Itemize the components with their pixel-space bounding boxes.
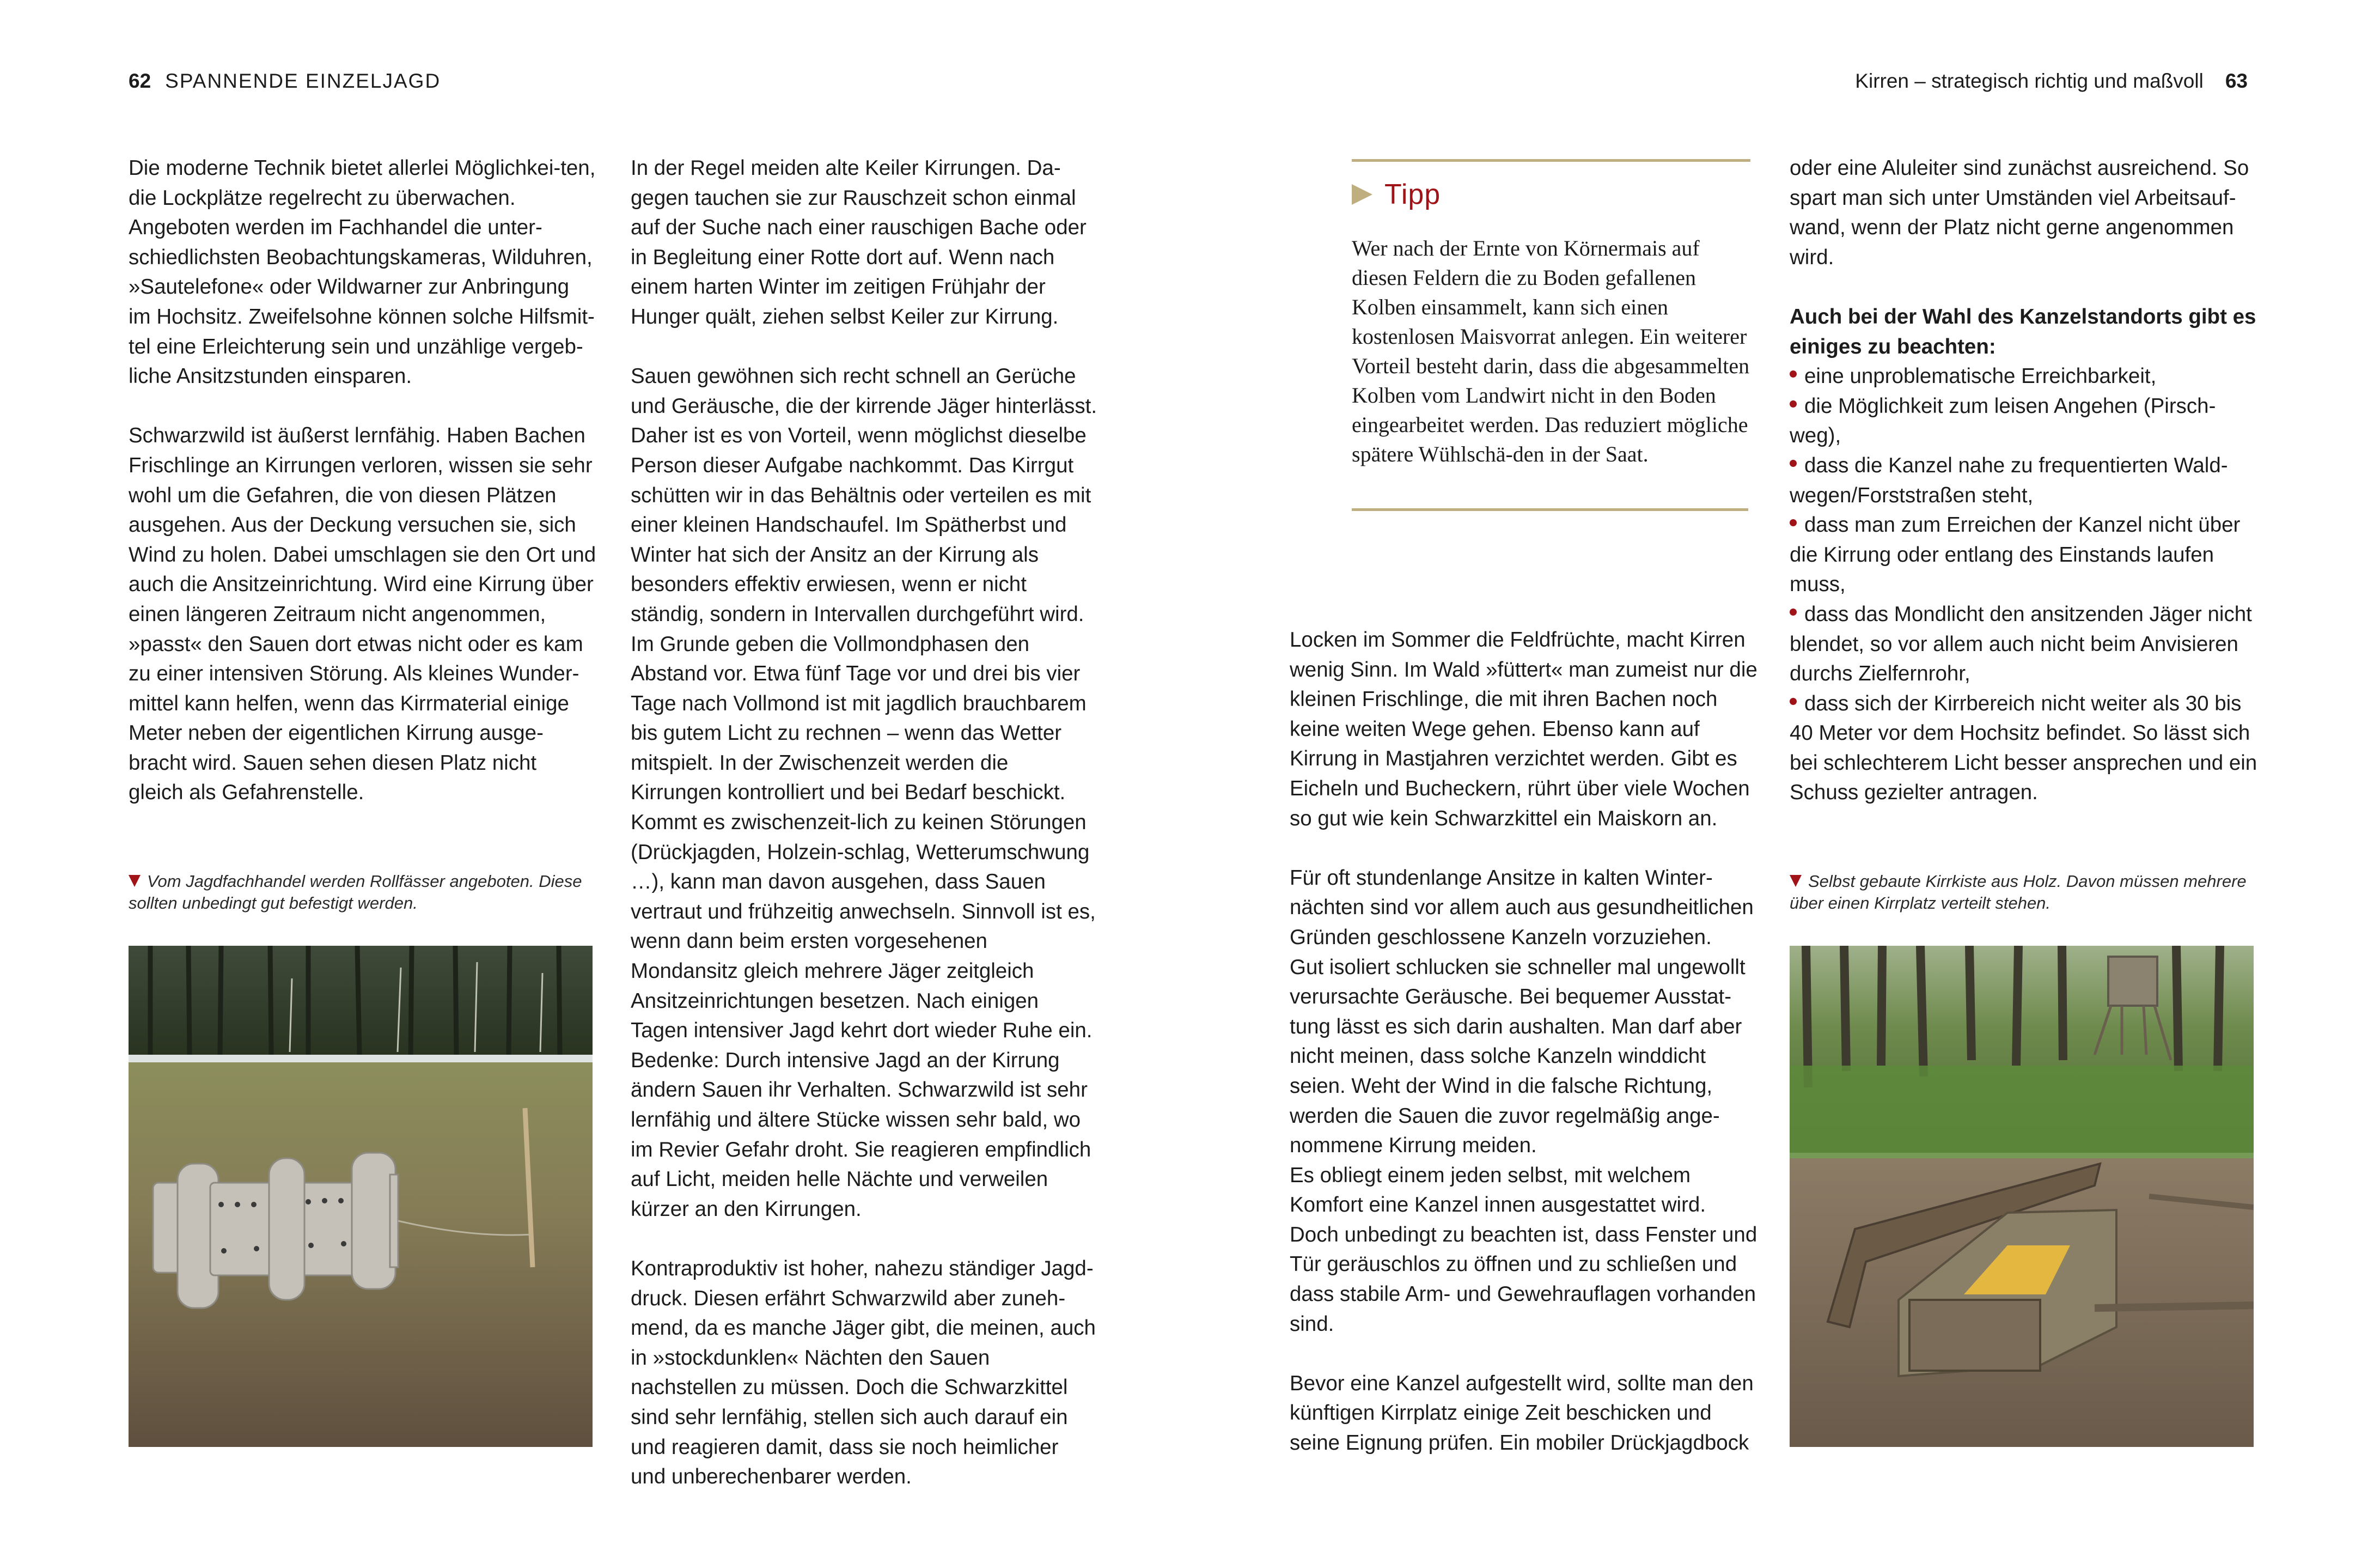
paragraph: Gut isoliert schlucken sie schneller mal ungewollt verursachte Geräusche. Bei bequemer Ausstat-tung lässt es sich darin aushalten. Man darf aber nicht meinen, dass solche Kanzeln winddicht seien. Weht der Wind in die falsche Richtung, werden die Sauen die zuvor regelmäßig ange-nommene Kirrung meiden.	[1290, 955, 1746, 1158]
list-heading: Auch bei der Wahl des Kanzelstandorts gibt es einiges zu beachten:	[1790, 305, 2256, 358]
bullet-icon	[1790, 400, 1797, 408]
tipp-text: Wer nach der Ernte von Körnermais auf diesen Feldern die zu Boden gefallenen Kolben einsammelt, kann sich einen kostenlosen Maisvorrat anlegen. Ein weiterer Vorteil besteht darin, dass die abgesammelten Kolben vom Landwirt nicht in den Boden eingearbeitet werden. Das reduziert mögliche spätere Wühlschä-den in der Saat.	[1352, 236, 1750, 466]
figure-caption-left	[129, 871, 608, 914]
tipp-top-rule	[1352, 159, 1750, 162]
caption-text: Selbst gebaute Kirrkiste aus Holz. Davon müssen mehrere über einen Kirrplatz verteilt stehen.	[1790, 872, 2247, 913]
chapter-title: SPANNENDE EINZELJAGD	[165, 70, 441, 92]
bullet-list	[1790, 362, 2258, 808]
play-triangle-icon	[1352, 184, 1372, 205]
paragraph: Kontraproduktiv ist hoher, nahezu ständiger Jagd-druck. Diesen erfährt Schwarzwild aber zuneh-mend, da es manche Jäger gibt, die meinen, auch in »stockdunklen« Nächten den Sauen nachstellen zu müssen. Doch die Schwarzkittel sind sehr lernfähig, stellen sich auch darauf ein und reagieren damit, dass sie noch heimlicher und unberechenbarer werden.	[631, 1256, 1096, 1489]
list-item: dass die Kanzel nahe zu frequentierten Wald-wegen/Forststraßen steht,	[1790, 453, 2228, 507]
running-head-left	[129, 70, 441, 93]
bullet-icon	[1790, 460, 1797, 467]
tipp-box	[1352, 159, 1750, 511]
caption-text: Vom Jagdfachhandel werden Rollfässer angeboten. Diese sollten unbedingt gut befestigt werden.	[129, 872, 582, 913]
bullet-icon	[1790, 609, 1797, 616]
section-title: Kirren – strategisch richtig und maßvoll	[1855, 70, 2204, 92]
running-head-right	[1855, 70, 2248, 93]
tipp-heading-text: Tipp	[1384, 179, 1441, 210]
paragraph: Es obliegt einem jeden selbst, mit welchem Komfort eine Kanzel innen ausgestattet wird. Doch unbedingt zu beachten ist, dass Fenster und Tür geräuschlos zu öffnen und zu schließen und dass stabile Arm- und Gewehrauflagen vorhanden sind.	[1290, 1163, 1757, 1336]
caption-marker-icon	[129, 875, 141, 887]
text-column-1	[129, 154, 597, 838]
list-item: dass sich der Kirrbereich nicht weiter als 30 bis 40 Meter vor dem Hochsitz befindet. So lässt sich bei schlechterem Licht besser ansprechen und ein Schuss gezielter antragen.	[1790, 691, 2257, 805]
list-item: dass man zum Erreichen der Kanzel nicht über die Kirrung oder entlang des Einstands laufen muss,	[1790, 513, 2241, 597]
caption-marker-icon	[1790, 875, 1802, 887]
paragraph: Schwarzwild ist äußerst lernfähig. Haben Bachen Frischlinge an Kirrungen verloren, wissen sie sehr wohl um die Gefahren, die von diesen Plätzen ausgehen. Aus der Deckung versuchen sie, sich Wind zu holen. Dabei umschlagen sie den Ort und auch die Ansitzeinrichtung. Wird eine Kirrung über einen längeren Zeitraum nicht angenommen, »passt« den Sauen dort etwas nicht oder es kam zu einer intensiven Störung. Als kleines Wunder-mittel kann helfen, wenn das Kirrmaterial einige Meter neben der eigentlichen Kirrung ausge-bracht wird. Sauen sehen diesen Platz nicht gleich als Gefahrenstelle.	[129, 424, 596, 805]
text-column-2	[631, 154, 1099, 1522]
paragraph: Bevor eine Kanzel aufgestellt wird, sollte man den künftigen Kirrplatz einige Zeit beschicken und seine Eignung prüfen. Ein mobiler Drückjagdbock	[1290, 1371, 1754, 1455]
paragraph: Die moderne Technik bietet allerlei Möglichkei-ten, die Lockplätze regelrecht zu überwachen. Angeboten werden im Fachhandel die unter-schiedlichsten Beobachtungskameras, Wilduhren, »Sautelefone« oder Wildwarner zur Anbringung im Hochsitz. Zweifelsohne können solche Hilfsmit-tel eine Erleichterung sein und unzählige vergeb-liche Ansitzstunden einsparen.	[129, 156, 596, 388]
bullet-icon	[1790, 519, 1797, 526]
paragraph: Sauen gewöhnen sich recht schnell an Gerüche und Geräusche, die der kirrende Jäger hinterlässt. Daher ist es von Vorteil, wenn möglichst dieselbe Person dieser Aufgabe nachkommt. Das Kirrgut schütten wir in das Behältnis oder verteilen es mit einer kleinen Handschaufel. Im Spätherbst und Winter hat sich der Ansitz an der Kirrung als besonders effektiv erwiesen, wenn er nicht ständig, sondern in Intervallen durchgeführt wird. Im Grunde geben die Vollmondphasen den Abstand vor. Etwa fünf Tage vor und drei bis vier Tage nach Vollmond ist mit jagdlich brauchbarem bis gutem Licht zu rechnen – wenn das Wetter mitspielt. In der Zwischenzeit werden die Kirrungen kontrolliert und bei Bedarf beschickt. Kommt es zwischenzeit-lich zu keinen Störungen (Drückjagden, Holzein-schlag, Wetterumschwung …), kann man davon ausgehen, dass Sauen vertraut und frühzeitig anwechseln. Sinnvoll ist es, wenn dann beim ersten vorgesehenen Mondansitz gleich mehrere Jäger zeitgleich Ansitzeinrichtungen besetzen. Nach einigen Tagen intensiver Jagd kehrt dort wieder Ruhe ein. Bedenke: Durch intensive Jagd an der Kirrung ändern Sauen ihr Verhalten. Schwarzwild ist sehr lernfähig und ältere Stücke wissen sehr bald, wo im Revier Gefahr droht. Sie reagieren empfindlich auf Licht, meiden helle Nächte und verweilen kürzer an den Kirrungen.	[631, 364, 1097, 1221]
kirrkiste-photo-icon	[1790, 946, 2254, 1447]
paragraph: oder eine Aluleiter sind zunächst ausreichend. So spart man sich unter Umständen viel Arbeitsauf-wand, wenn der Platz nicht gerne angenommen wird.	[1790, 156, 2249, 269]
paragraph: Für oft stundenlange Ansitze in kalten Winter-nächten sind vor allem auch aus gesundheitlichen Gründen geschlossene Kanzeln vorzuziehen.	[1290, 866, 1754, 949]
text-column-4	[1790, 154, 2258, 808]
paragraph: In der Regel meiden alte Keiler Kirrungen. Da-gegen tauchen sie zur Rauschzeit schon einmal auf der Suche nach einer rauschigen Bache oder in Begleitung einer Rotte dort auf. Wenn nach einem harten Winter im zeitigen Frühjahr der Hunger quält, ziehen selbst Keiler zur Kirrung.	[631, 156, 1087, 329]
bullet-icon	[1790, 370, 1797, 378]
figure-caption-right	[1790, 871, 2269, 914]
page-number: 62	[129, 70, 151, 92]
list-item: die Möglichkeit zum leisen Angehen (Pirsch-weg),	[1790, 394, 2216, 448]
text-column-3	[1290, 625, 1758, 1488]
list-item: dass das Mondlicht den ansitzenden Jäger nicht blendet, so vor allem auch nicht beim Anvisieren durchs Zielfernrohr,	[1790, 602, 2252, 686]
photo-rollfass	[129, 946, 593, 1447]
list-item: eine unproblematische Erreichbarkeit,	[1790, 362, 2258, 392]
rollfass-photo-icon	[129, 946, 593, 1447]
page-number: 63	[2225, 70, 2248, 92]
photo-kirrkiste	[1790, 946, 2254, 1447]
paragraph: Locken im Sommer die Feldfrüchte, macht Kirren wenig Sinn. Im Wald »füttert« man zumeist nur die kleinen Frischlinge, die mit ihren Bachen noch keine weiten Wege gehen. Ebenso kann auf Kirrung in Mastjahren verzichtet werden. Gibt es Eicheln und Bucheckern, rührt über viele Wochen so gut wie kein Schwarzkittel ein Maiskorn an.	[1290, 628, 1757, 830]
bullet-icon	[1790, 698, 1797, 705]
tipp-bottom-rule	[1352, 508, 1748, 511]
tipp-heading	[1352, 178, 1750, 211]
